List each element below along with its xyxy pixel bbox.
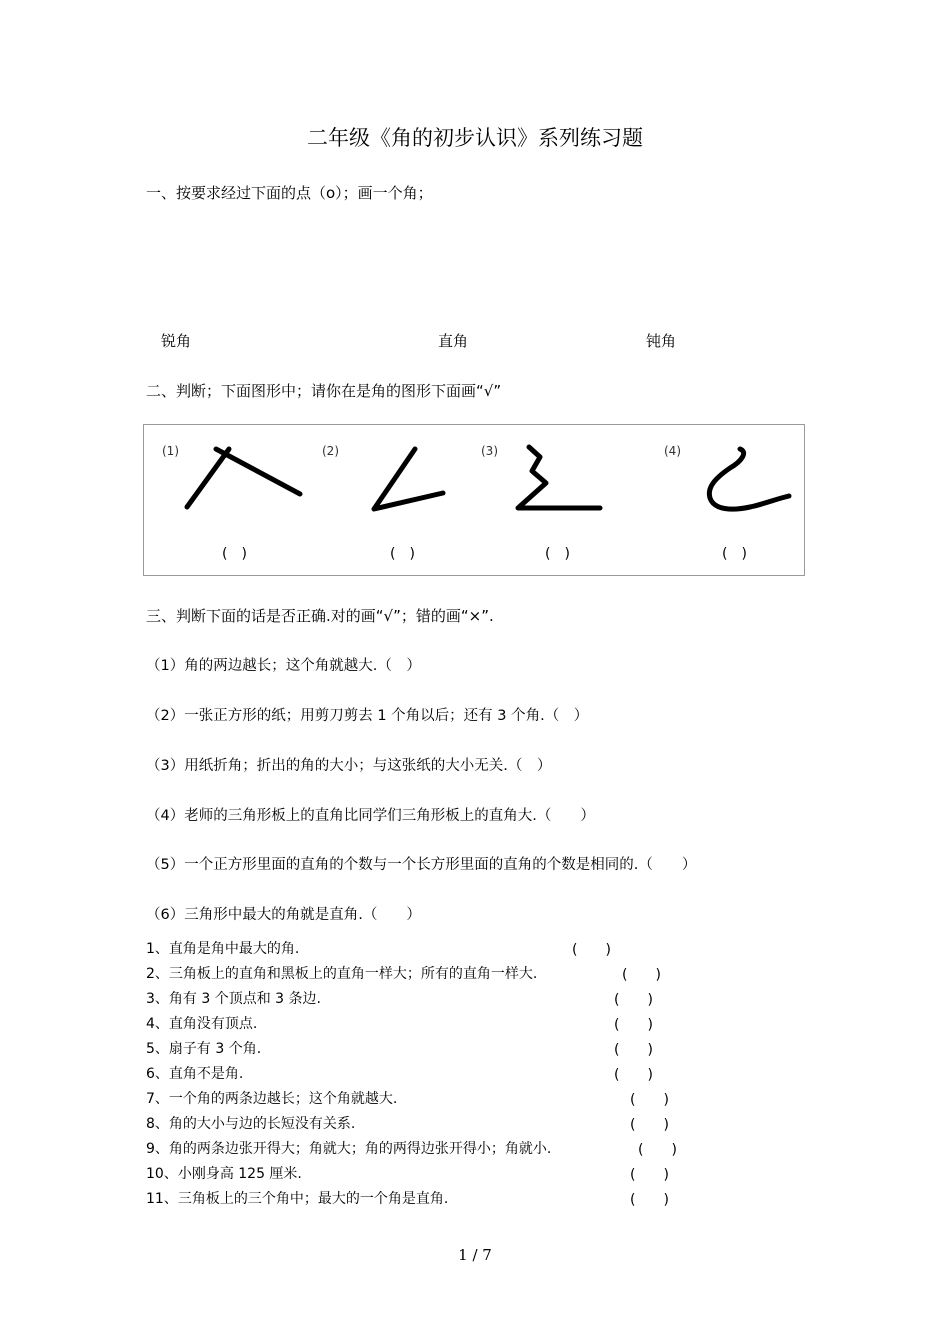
figure-1-answer[interactable]: ( ) [222,546,247,562]
statement-6: （6）三角形中最大的角就是直角.（ ） [146,907,421,923]
statement-1: （1）角的两边越长；这个角就越大.（ ） [146,658,421,674]
section3-heading: 三、判断下面的话是否正确.对的画“√”；错的画“×”. [146,607,494,625]
figure-1-label: (1) [162,444,179,458]
list-item-10-answer[interactable]: ( ) [630,1167,669,1183]
list-item-1-answer[interactable]: ( ) [572,942,611,958]
section1-heading: 一、按要求经过下面的点（o）；画一个角； [146,184,433,202]
figure-3-answer[interactable]: ( ) [545,546,570,562]
list-item-8: 8、角的大小与边的长短没有关系. [146,1116,356,1132]
list-item-9-answer[interactable]: ( ) [638,1142,677,1158]
statement-3: （3）用纸折角；折出的角的大小；与这张纸的大小无关.（ ） [146,758,552,774]
label-obtuse: 钝角 [646,332,677,350]
page-title: 二年级《角的初步认识》系列练习题 [307,126,643,150]
figure-3-label: (3) [481,444,498,458]
list-item-2: 2、三角板上的直角和黑板上的直角一样大；所有的直角一样大. [146,966,538,982]
figure-2-shape [374,449,443,509]
statement-2: （2）一张正方形的纸；用剪刀剪去 1 个角以后；还有 3 个角.（ ） [146,708,589,724]
list-item-1: 1、直角是角中最大的角. [146,941,300,957]
figure-1-shape [187,449,229,507]
page-number: 1 / 7 [458,1246,492,1264]
list-item-4: 4、直角没有顶点. [146,1016,258,1032]
figure-1-shape [216,449,300,494]
list-item-5: 5、扇子有 3 个角. [146,1041,262,1057]
figure-4-shape [709,449,789,509]
statement-5: （5）一个正方形里面的直角的个数与一个长方形里面的直角的个数是相同的.（ ） [146,857,697,873]
list-item-8-answer[interactable]: ( ) [630,1117,669,1133]
statement-4: （4）老师的三角形板上的直角比同学们三角形板上的直角大.（ ） [146,808,595,824]
figure-4-label: (4) [664,444,681,458]
list-item-11-answer[interactable]: ( ) [630,1192,669,1208]
label-right: 直角 [438,332,469,350]
list-item-9: 9、角的两条边张开得大；角就大；角的两得边张开得小；角就小. [146,1141,552,1157]
section2-heading: 二、判断；下面图形中；请你在是角的图形下面画“√” [146,382,502,400]
list-item-3: 3、角有 3 个顶点和 3 条边. [146,991,321,1007]
list-item-5-answer[interactable]: ( ) [614,1042,653,1058]
list-item-7: 7、一个角的两条边越长；这个角就越大. [146,1091,398,1107]
list-item-3-answer[interactable]: ( ) [614,992,653,1008]
figure-4-answer[interactable]: ( ) [722,546,747,562]
list-item-10: 10、小刚身高 125 厘米. [146,1166,302,1182]
list-item-4-answer[interactable]: ( ) [614,1017,653,1033]
list-item-11: 11、三角板上的三个角中；最大的一个角是直角. [146,1191,449,1207]
label-acute: 锐角 [161,332,192,350]
list-item-2-answer[interactable]: ( ) [622,967,661,983]
figure-2-answer[interactable]: ( ) [390,546,415,562]
list-item-6-answer[interactable]: ( ) [614,1067,653,1083]
figure-3-shape [518,447,600,508]
figure-2-label: (2) [322,444,339,458]
list-item-7-answer[interactable]: ( ) [630,1092,669,1108]
list-item-6: 6、直角不是角. [146,1066,244,1082]
